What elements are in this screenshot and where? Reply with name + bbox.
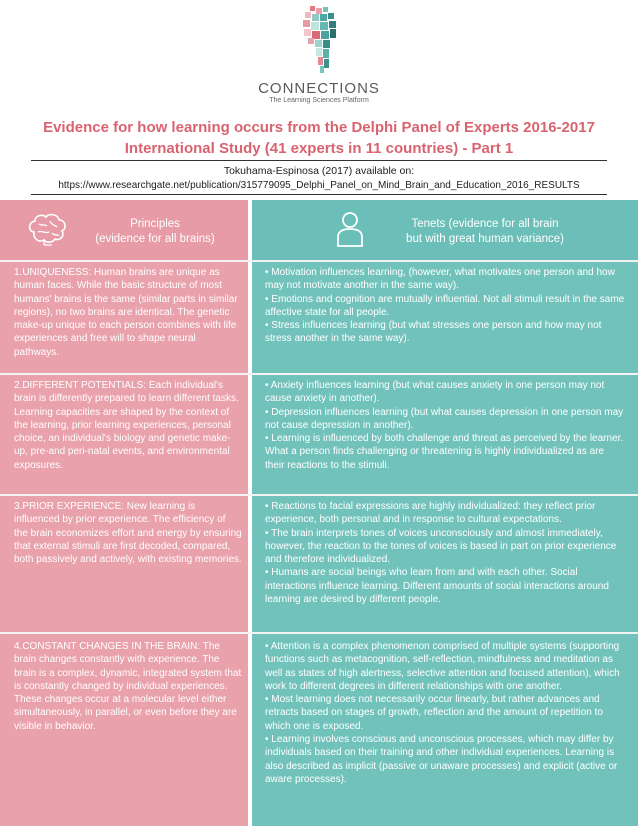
principles-header-line-2: (evidence for all brains) xyxy=(95,233,215,245)
principle-uniqueness xyxy=(14,266,242,359)
row-separator xyxy=(0,373,638,375)
tenet-item: • Most learning does not necessarily occur linearly, but rather advances and retracts based on stages of growth, reflection and the amount of repetition to which one is exposed. xyxy=(265,694,603,732)
principle-text: 3.PRIOR EXPERIENCE: New learning is influenced by prior experience. The efficiency of the brain economizes effort and energy by ensuring that external stimuli are first decoded, compared, both passively and actively, with existing memories. xyxy=(14,501,242,566)
principle-text: 4.CONSTANT CHANGES IN THE BRAIN: The brain changes constantly with experience. The brain is a complex, dynamic, integrated system that is constantly changed by individual experiences. These changes occur at a molecular level either simultaneously, in parallel, or even before they are visible in behavior. xyxy=(14,641,242,732)
tenets-header xyxy=(252,200,638,260)
page-title xyxy=(0,117,638,159)
person-icon xyxy=(335,210,365,248)
principles-header-line-1: Principles xyxy=(130,218,180,230)
tenet-item: • The brain interprets tones of voices unconsciously and almost immediately, however, the reaction to the tones of voices is based in part on prior experience and therefore individualized. xyxy=(265,527,617,566)
tenet-item: • Depression influences learning (but what causes depression in one person may not cause depression in another). xyxy=(265,406,624,431)
top-rule xyxy=(31,160,607,161)
tenet-item: • Learning is influenced by both challenge and threat as perceived by the learner. What a person finds challenging or threatening is highly individualized as are their reactions to the stimuli. xyxy=(265,433,624,471)
tenet-item: • Stress influences learning (but what stresses one person and how may not stress another in the same way). xyxy=(265,320,602,345)
logo-tagline: The Learning Sciences Platform xyxy=(269,97,369,104)
tenets-row-4 xyxy=(265,640,625,786)
reference-url[interactable]: https://www.researchgate.net/publication/315779095_Delphi_Panel_on_Mind_Brain_and_Education_2016_RESULTS xyxy=(58,180,580,191)
tenets-row-1 xyxy=(265,266,625,346)
reference-line-1: Tokuhama-Espinosa (2017) available on: xyxy=(223,165,415,177)
principle-constant-changes xyxy=(14,640,242,733)
title-line-2: International Study (41 experts in 11 countries) - Part 1 xyxy=(124,140,514,157)
row-separator xyxy=(0,260,638,262)
tenets-row-3 xyxy=(265,500,625,606)
row-separator xyxy=(0,494,638,496)
title-line-1: Evidence for how learning occurs from the Delphi Panel of Experts 2016-2017 xyxy=(43,119,595,136)
tenet-item: • Reactions to facial expressions are highly individualized: they reflect prior experience, both personal and in response to cultural expectations. xyxy=(265,501,596,526)
tenet-item: • Humans are social beings who learn from and with each other. Social interactions influence learning. Different amounts of social interactions around learning are desired by different people. xyxy=(265,567,609,606)
bottom-rule xyxy=(31,194,607,195)
tenet-item: • Emotions and cognition are mutually influential. Not all stimuli result in the same affective state for all people. xyxy=(265,293,625,318)
principle-different-potentials xyxy=(14,379,242,472)
principles-header-text xyxy=(70,217,240,247)
principle-prior-experience xyxy=(14,500,242,566)
tenets-header-line-2: but with great human variance) xyxy=(406,233,564,245)
tenet-item: • Motivation influences learning, (however, what motivates one person and how may not motivate another in the same way). xyxy=(265,267,615,292)
principle-text: 2.DIFFERENT POTENTIALS: Each individual's brain is differently prepared to learn different tasks. Learning capacities are shaped by the context of the learning, prior learning experiences, personal choice, an individual's biology and genetic make-up, pre-and peri-natal events, and environmental exposures. xyxy=(14,380,239,471)
tenets-header-line-1: Tenets (evidence for all brain xyxy=(411,218,559,230)
principle-text: 1.UNIQUENESS: Human brains are unique as human faces. While the basic structure of most humans' brains is the same (similar parts in similar regions), no two brains are identical. The genetic make-up unique to each person combines with life experiences and free will to shape neural pathways. xyxy=(14,267,238,358)
tenet-item: • Learning involves conscious and unconscious processes, which may differ by individuals based on their training and other individual experiences. Learning is also described as implicit (passive or unaware processes) and explicit (active or aware processes). xyxy=(265,734,618,785)
logo-name: CONNECTIONS xyxy=(258,80,380,97)
connections-head-logo-icon xyxy=(296,6,342,78)
brain-icon xyxy=(26,212,68,246)
row-separator xyxy=(0,632,638,634)
principles-header xyxy=(0,200,248,260)
tenet-item: • Attention is a complex phenomenon comprised of multiple systems (supporting functions such as metacognition, self-reflection, mindfulness and meditation as well as states of high alertness, selective attention and focused attention), which work to different degrees in different relationships with one another. xyxy=(265,641,620,692)
tenets-row-2 xyxy=(265,379,625,472)
connections-logo xyxy=(0,0,638,108)
column-divider xyxy=(248,200,252,826)
tenets-header-text xyxy=(370,217,600,247)
tenet-item: • Anxiety influences learning (but what causes anxiety in one person may not cause anxiety in another). xyxy=(265,380,605,405)
